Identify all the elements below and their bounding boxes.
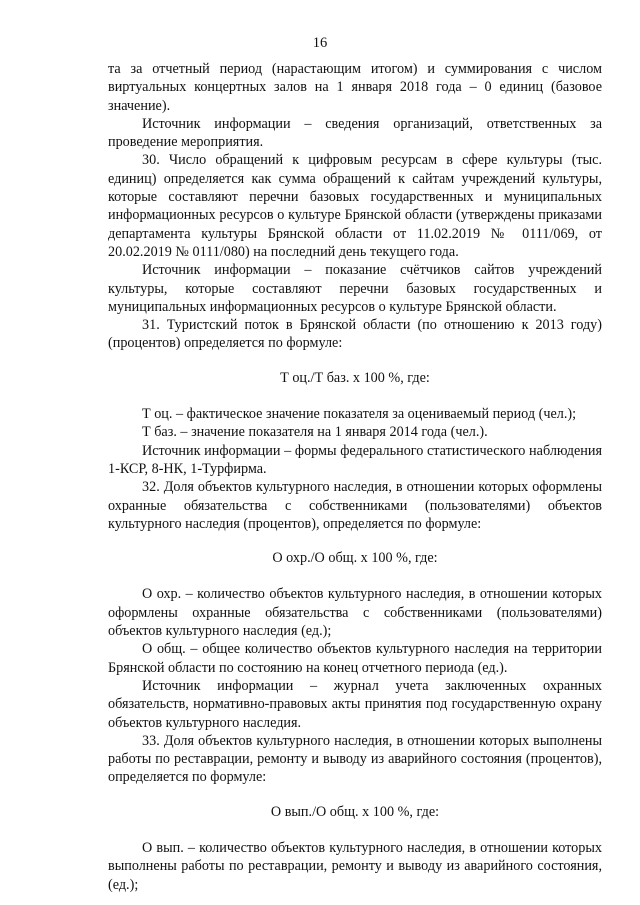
paragraph-source-info: Источник информации – показание счётчиков сайтов учреждений культуры, которые составляют перечни базовых государственных и муниципальных информационных ресурсов о культуре Брянской области.	[108, 262, 602, 315]
paragraph-continuation: та за отчетный период (нарастающим итогом) и суммирования с числом виртуальных концертных залов на 1 января 2018 года – 0 единиц (базовое значение).	[108, 61, 602, 114]
paragraph-item-30: 30. Число обращений к цифровым ресурсам в сфере культуры (тыс. единиц) определяется как сумма обращений к сайтам учреждений культуры, которые составляют перечни базовых государственных и муниципальных информационных ресурсов о культуре Брянской области (утверждены приказами департамента культуры Брянской области от 11.02.2019 № 0111/069, от 20.02.2019 № 0111/080) на последний день текущего года.	[108, 152, 602, 260]
paragraph-item-33: 33. Доля объектов культурного наследия, в отношении которых выполнены работы по реставрации, ремонту и выводу из аварийного состояния (процентов), определяется по формуле:	[108, 732, 602, 786]
paragraph-definition: Т оц. – фактическое значение показателя за оцениваемый период (чел.);	[142, 406, 577, 423]
page-number: 16	[312, 35, 328, 51]
paragraph-definition: О вып. – количество объектов культурного наследия, в отношении которых выполнены работы по реставрации, ремонту и выводу из аварийного состояния, (ед.);	[108, 839, 602, 893]
paragraph-source-info: Источник информации – формы федерального статистического наблюдения 1-КСР, 8-НК, 1-Турфирма.	[108, 442, 602, 477]
paragraph-definition: О охр. – количество объектов культурного наследия, в отношении которых оформлены охранные обязательства с собственниками (пользователями) объектов культурного наследия (ед.);	[108, 586, 602, 640]
formula-protection-share: О охр./О общ. х 100 %, где:	[272, 550, 438, 567]
paragraph-source-info: Источник информации – журнал учета заключенных охранных обязательств, нормативно-правовых акты принятия под государственную охрану объектов культурного наследия.	[108, 677, 602, 731]
formula-restoration-share: О вып./О общ. х 100 %, где:	[270, 803, 440, 820]
paragraph-source-info: Источник информации – сведения организаций, ответственных за проведение мероприятия.	[108, 115, 602, 151]
paragraph-item-32: 32. Доля объектов культурного наследия, в отношении которых оформлены охранные обязательства с собственниками (пользователями) объектов культурного наследия (процентов), определяется по формуле:	[108, 479, 602, 532]
paragraph-definition: Т баз. – значение показателя на 1 января 2014 года (чел.).	[142, 424, 488, 441]
paragraph-item-31: 31. Туристский поток в Брянской области (по отношению к 2013 году) (процентов) определяется по формуле:	[108, 317, 602, 352]
formula-tourist-flow: Т оц./Т баз. х 100 %, где:	[280, 369, 430, 386]
document-body	[108, 60, 602, 894]
paragraph-definition: О общ. – общее количество объектов культурного наследия на территории Брянской области по состоянию на конец отчетного периода (ед.).	[108, 641, 602, 676]
